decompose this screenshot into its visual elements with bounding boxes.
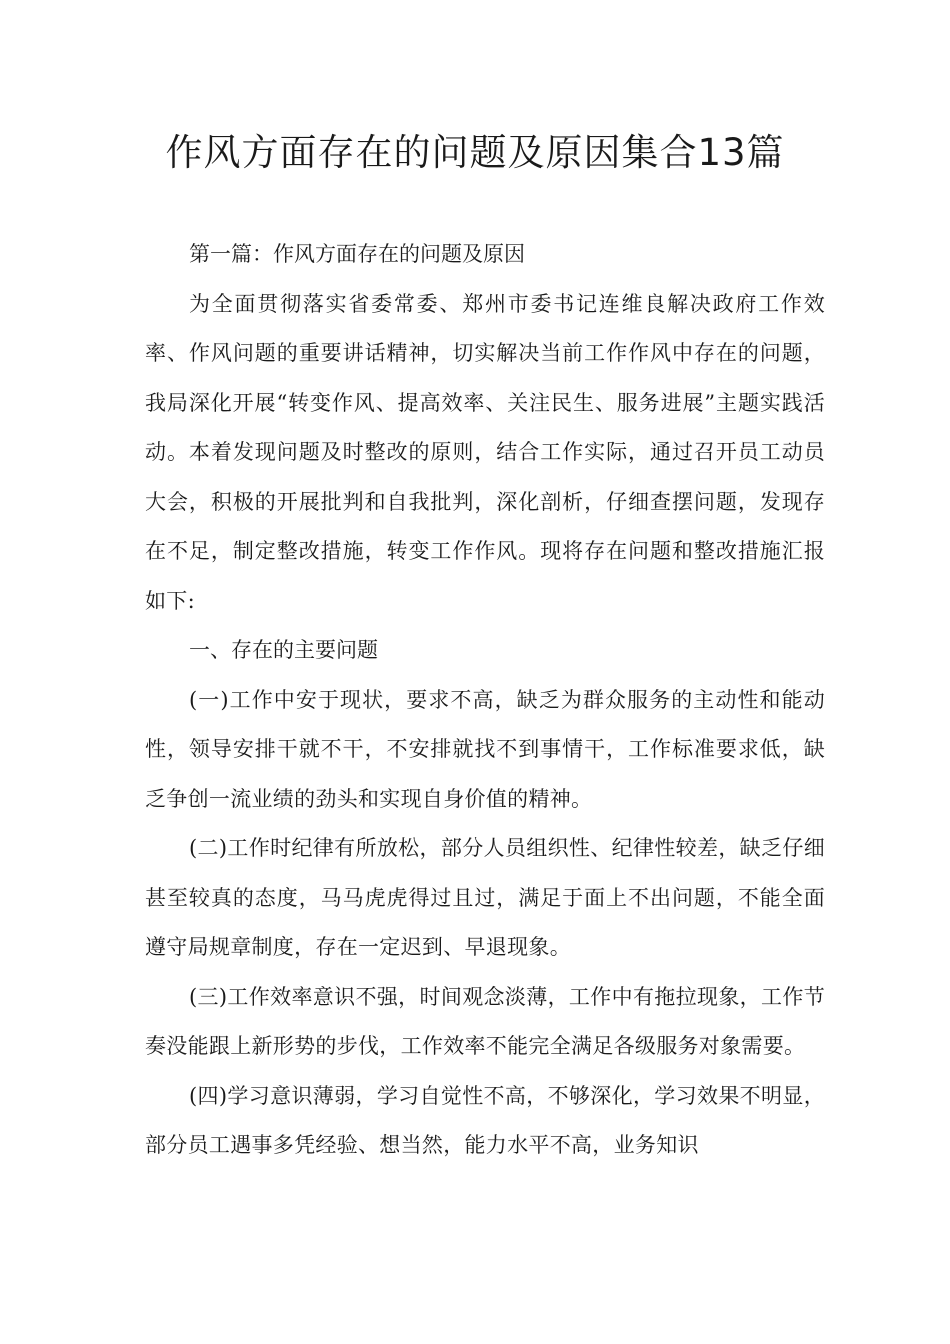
paragraph-problem-4: (四)学习意识薄弱，学习自觉性不高，不够深化，学习效果不明显，部分员工遇事多凭经验、想当然，能力水平不高，业务知识 [145,1083,825,1157]
document-body [145,230,825,1171]
section-title: 第一篇：作风方面存在的问题及原因 [189,242,525,266]
paragraph-problem-2: (二)工作时纪律有所放松，部分人员组织性、纪律性较差，缺乏仔细甚至较真的态度，马马虎虎得过且过，满足于面上不出问题，不能全面遵守局规章制度，存在一定迟到、早退现象。 [145,836,825,959]
heading-main-problems: 一、存在的主要问题 [189,638,378,662]
paragraph-problem-1: (一)工作中安于现状，要求不高，缺乏为群众服务的主动性和能动性，领导安排干就不干，不安排就找不到事情干，工作标准要求低，缺乏争创一流业绩的劲头和实现自身价值的精神。 [145,687,825,811]
document-title: 作风方面存在的问题及原因集合13篇 [165,131,785,174]
paragraph-intro: 为全面贯彻落实省委常委、郑州市委书记连维良解决政府工作效率、作风问题的重要讲话精神，切实解决当前工作作风中存在的问题，我局深化开展“转变作风、提高效率、关注民生、服务进展”主题实践活动。本着发现问题及时整改的原则，结合工作实际，通过召开员工动员大会，积极的开展批判和自我批判，深化剖析，仔细查摆问题，发现存在不足，制定整改措施，转变工作作风。现将存在问题和整改措施汇报如下: [145,291,825,613]
paragraph-problem-3: (三)工作效率意识不强，时间观念淡薄，工作中有拖拉现象，工作节奏没能跟上新形势的步伐，工作效率不能完全满足各级服务对象需要。 [145,984,825,1058]
